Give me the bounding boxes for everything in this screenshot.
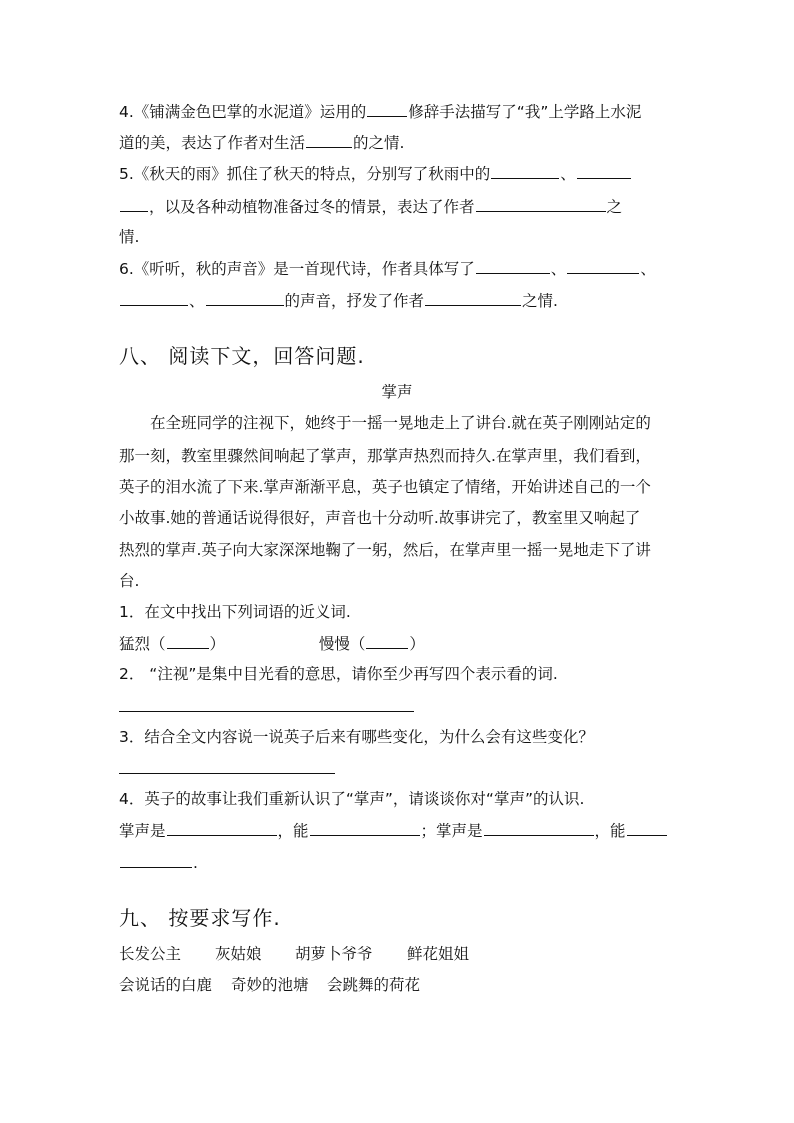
question-5-line-2: ，以及各种动植物准备过冬的情景，表达了作者 之 [119, 196, 679, 217]
question-6-line-2: 、 的声音，抒发了作者 之情. [119, 290, 679, 311]
blank[interactable] [120, 290, 188, 306]
synonym-row: 猛烈（ ） 慢慢（ ） [119, 635, 425, 653]
writing-topics-row-2 [119, 975, 679, 995]
question-8-4-fill-line-1: 掌声是 ，能 ；掌声是 ，能 [119, 820, 679, 841]
topic: 会跳舞的荷花 [327, 976, 421, 994]
blank[interactable] [567, 258, 639, 274]
blank[interactable] [120, 852, 192, 868]
blank[interactable] [206, 290, 284, 306]
question-8-1: 1．在文中找出下列词语的近义词. [119, 603, 351, 621]
blank[interactable] [476, 258, 550, 274]
question-8-4-fill-line-2: . [119, 852, 679, 873]
answer-line[interactable] [119, 772, 335, 774]
blank[interactable] [476, 196, 606, 212]
topic: 奇妙的池塘 [231, 976, 309, 994]
question-4-line-2: 道的美，表达了作者对生活 的之情. [119, 134, 405, 152]
blank[interactable] [627, 820, 667, 836]
topic: 鲜花姐姐 [407, 945, 470, 963]
question-5-line-3: 情. [119, 228, 140, 246]
blank[interactable] [167, 820, 277, 836]
passage-line-2: 那一刻，教室里骤然间响起了掌声，那掌声热烈而持久.在掌声里，我们看到， [119, 447, 651, 465]
blank[interactable] [167, 633, 209, 649]
passage-line-5: 热烈的掌声.英子向大家深深地鞠了一躬，然后，在掌声里一摇一晃地走下了讲 [119, 541, 651, 559]
section-9-title: 九、 按要求写作. [119, 906, 281, 930]
question-8-4: 4．英子的故事让我们重新认识了“掌声”，请谈谈你对“掌声”的认识. [119, 790, 585, 808]
blank[interactable] [425, 290, 521, 306]
blank[interactable] [306, 132, 352, 148]
blank[interactable] [484, 820, 594, 836]
section-8-title: 八、 阅读下文，回答问题. [119, 344, 365, 368]
blank[interactable] [120, 196, 148, 212]
passage-line-1: 在全班同学的注视下，她终于一摇一晃地走上了讲台.就在英子刚刚站定的 [150, 414, 651, 432]
blank[interactable] [310, 820, 420, 836]
passage-title: 掌声 [381, 383, 413, 401]
writing-topics-row-1 [119, 944, 679, 964]
question-8-3: 3．结合全文内容说一说英子后来有哪些变化，为什么会有这些变化？ [119, 728, 594, 746]
topic: 灰姑娘 [215, 945, 262, 963]
passage-line-3: 英子的泪水流了下来.掌声渐渐平息，英子也镇定了情绪，开始讲述自己的一个 [119, 478, 651, 496]
question-4-line-1: 4.《铺满金色巴掌的水泥道》运用的 修辞手法描写了“我”上学路上水泥 [119, 103, 642, 121]
question-8-2: 2． “注视”是集中目光看的意思，请你至少再写四个表示看的词. [119, 665, 558, 683]
question-5-line-1: 5.《秋天的雨》抓住了秋天的特点，分别写了秋雨中的 、 [119, 163, 679, 184]
answer-line[interactable] [119, 710, 414, 712]
blank[interactable] [366, 633, 408, 649]
passage-line-6: 台. [119, 572, 140, 590]
topic: 会说话的白鹿 [119, 976, 213, 994]
question-6-line-1: 6.《听听，秋的声音》是一首现代诗，作者具体写了 、 、 [119, 260, 656, 278]
blank[interactable] [491, 163, 559, 179]
topic: 长发公主 [119, 945, 182, 963]
blank[interactable] [577, 163, 631, 179]
topic: 胡萝卜爷爷 [295, 945, 373, 963]
passage-line-4: 小故事.她的普通话说得很好，声音也十分动听.故事讲完了，教室里又响起了 [119, 509, 641, 527]
blank[interactable] [367, 101, 407, 117]
